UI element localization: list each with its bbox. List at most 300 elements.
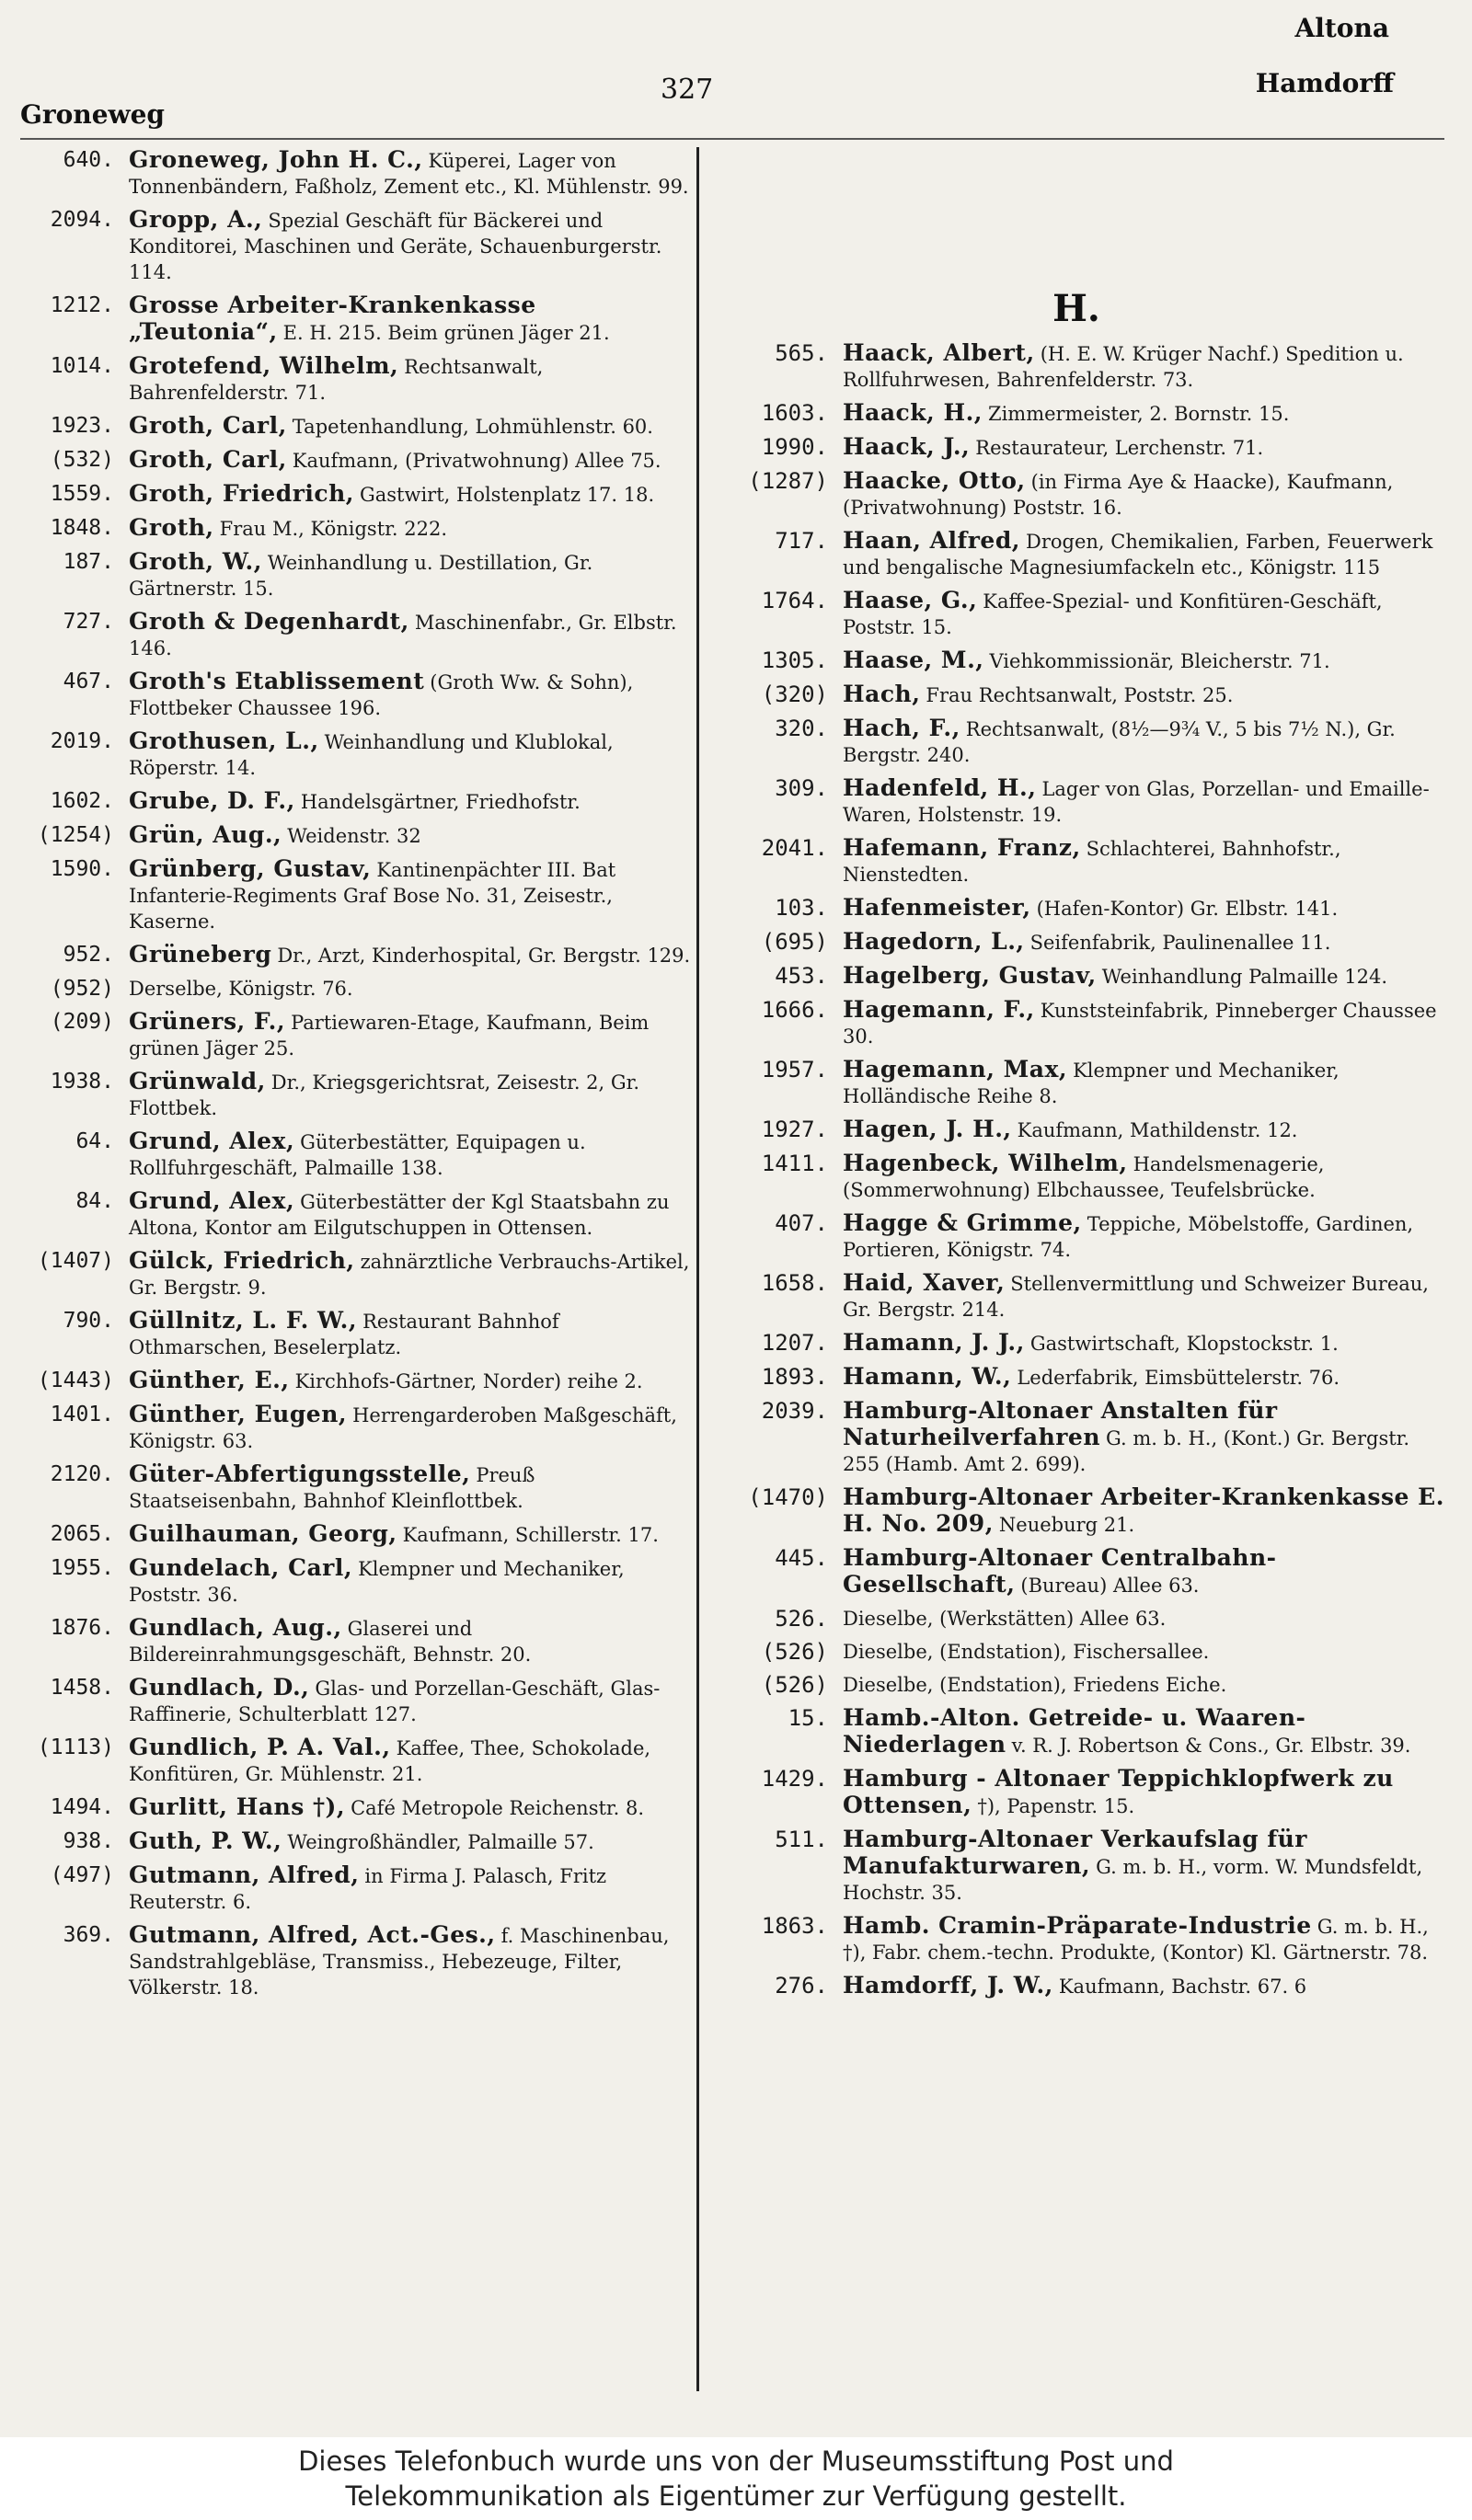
- column-divider: [696, 147, 699, 2391]
- subscriber-name: Groth, Friedrich,: [129, 480, 354, 507]
- subscriber-name: Hamann, J. J.,: [843, 1329, 1025, 1356]
- entry-body: [839, 1330, 1444, 1357]
- directory-entry: [708, 340, 1444, 393]
- subscriber-details: Preuß Staatseisenbahn, Bahnhof Kleinflottbek.: [129, 1464, 535, 1512]
- subscriber-name: Haase, M.,: [843, 647, 984, 673]
- subscriber-name: Guth, P. W.,: [129, 1827, 282, 1854]
- phone-number: (1254): [37, 823, 114, 847]
- subscriber-details: Weinhandlung und Klublokal, Röperstr. 14.: [129, 731, 614, 779]
- subscriber-name: Gundlich, P. A. Val.,: [129, 1734, 391, 1760]
- subscriber-details: Dr., Kriegsgerichtsrat, Zeisestr. 2, Gr. Flottbek.: [129, 1071, 640, 1119]
- directory-entry: [708, 1913, 1444, 1965]
- phone-number: 1990.: [761, 434, 828, 460]
- subscriber-name: Haid, Xaver,: [843, 1269, 1006, 1296]
- directory-entry: [708, 1606, 1444, 1632]
- phone-number: (695): [761, 929, 828, 955]
- phone-number: 1401.: [50, 1403, 114, 1426]
- directory-entry: [13, 147, 694, 200]
- directory-entry: [13, 1794, 694, 1821]
- subscriber-details: Neueburg 21.: [998, 1514, 1135, 1536]
- directory-entry: [13, 942, 694, 968]
- subscriber-details: G. m. b. H., †), Fabr. chem.-techn. Produkte, (Kontor) Kl. Gärtnerstr. 78.: [843, 1916, 1429, 1964]
- directory-entry: [708, 1151, 1444, 1203]
- directory-entry: [13, 1675, 694, 1727]
- subscriber-name: Hamburg-Altonaer Anstalten für Naturheilverfahren: [843, 1397, 1278, 1450]
- phone-number: 1957.: [761, 1057, 828, 1082]
- subscriber-name: Groth, Carl,: [129, 412, 287, 439]
- entry-body: [839, 835, 1444, 888]
- subscriber-name: Groth, Carl,: [129, 446, 287, 473]
- subscriber-details: Frau M., Königstr. 222.: [219, 518, 447, 540]
- directory-entry: [708, 647, 1444, 674]
- entry-body: [839, 716, 1444, 768]
- subscriber-name: Hagen, J. H.,: [843, 1116, 1012, 1142]
- subscriber-details: Glas- und Porzellan-Geschäft, Glas-Raffinerie, Schulterblatt 127.: [129, 1678, 661, 1725]
- phone-number: (497): [50, 1863, 114, 1887]
- entry-body: [839, 775, 1444, 828]
- entry-body: [839, 1151, 1444, 1203]
- subscriber-details: Klempner und Mechaniker, Poststr. 36.: [129, 1558, 625, 1606]
- entry-body: [839, 1639, 1444, 1665]
- subscriber-details: Seifenfabrik, Paulinenallee 11.: [1029, 932, 1331, 954]
- phone-number: (1287): [748, 468, 828, 494]
- directory-entry: [708, 1639, 1444, 1665]
- directory-entry: [13, 1308, 694, 1360]
- right-column: [708, 147, 1444, 2007]
- subscriber-name: Güter-Abfertigungsstelle,: [129, 1460, 471, 1487]
- subscriber-name: Gurlitt, Hans †),: [129, 1793, 346, 1820]
- entry-body: [125, 447, 694, 474]
- subscriber-name: Hamb.-Alton. Getreide- u. Waaren-Niederlagen: [843, 1704, 1306, 1758]
- phone-number: 565.: [775, 340, 828, 366]
- entry-body: [125, 1402, 694, 1454]
- subscriber-name: Hagedorn, L.,: [843, 928, 1025, 955]
- subscriber-details: Café Metropole Reichenstr. 8.: [351, 1797, 645, 1819]
- entry-body: [839, 1545, 1444, 1598]
- directory-entry: [13, 728, 694, 781]
- footer-notice: [0, 2437, 1472, 2520]
- subscriber-details: G. m. b. H., vorm. W. Mundsfeldt, Hochstr. 35.: [843, 1856, 1423, 1904]
- entry-body: [839, 1117, 1444, 1143]
- entry-body: [839, 895, 1444, 922]
- subscriber-details: Rechtsanwalt, Bahrenfelderstr. 71.: [129, 356, 544, 404]
- subscriber-name: Groth & Degenhardt,: [129, 608, 409, 635]
- subscriber-name: Güllnitz, L. F. W.,: [129, 1307, 358, 1334]
- directory-entry: [708, 1766, 1444, 1819]
- entry-body: [839, 647, 1444, 674]
- subscriber-details: in Firma J. Palasch, Fritz Reuterstr. 6.: [129, 1865, 607, 1913]
- directory-entry: [13, 1368, 694, 1394]
- subscriber-name: Hamdorff, J. W.,: [843, 1972, 1053, 1999]
- directory-entry: [13, 1922, 694, 2000]
- phone-number: 1863.: [761, 1913, 828, 1939]
- subscriber-name: Grothusen, L.,: [129, 727, 319, 754]
- directory-entry: [13, 1521, 694, 1548]
- subscriber-details: Tapetenhandlung, Lohmühlenstr. 60.: [292, 416, 653, 438]
- subscriber-details: Handelsmenagerie, (Sommerwohnung) Elbchaussee, Teufelsbrücke.: [843, 1153, 1325, 1201]
- phone-number: (1113): [37, 1735, 114, 1759]
- entry-body: [839, 434, 1444, 461]
- entry-body: [125, 515, 694, 542]
- entry-body: [839, 682, 1444, 708]
- entry-body: [839, 963, 1444, 990]
- subscriber-name: Hagemann, F.,: [843, 996, 1035, 1023]
- directory-entry: [708, 1270, 1444, 1323]
- entry-body: [125, 1308, 694, 1360]
- directory-entry: [708, 1398, 1444, 1477]
- entry-body: [125, 1555, 694, 1608]
- phone-number: 1559.: [50, 482, 114, 506]
- directory-entry: [13, 788, 694, 815]
- phone-number: (526): [761, 1639, 828, 1665]
- subscriber-name: Hamburg-Altonaer Arbeiter-Krankenkasse E. H. No. 209,: [843, 1483, 1444, 1537]
- phone-number: 1305.: [761, 647, 828, 673]
- entry-body: [125, 1922, 694, 2000]
- subscriber-details: v. R. J. Robertson & Cons., Gr. Elbstr. 39.: [1011, 1735, 1411, 1757]
- directory-entry: [13, 549, 694, 601]
- subscriber-details: Dr., Arzt, Kinderhospital, Gr. Bergstr. 129.: [277, 945, 691, 967]
- subscriber-details: Kantinenpächter III. Bat Infanterie-Regiments Graf Bose No. 31, Zeisestr., Kaserne.: [129, 859, 616, 933]
- subscriber-name: Hagelberg, Gustav,: [843, 962, 1097, 989]
- phone-number: 790.: [63, 1309, 114, 1333]
- directory-entry: [13, 1248, 694, 1300]
- entry-body: [839, 400, 1444, 427]
- entry-body: [839, 1913, 1444, 1965]
- phone-number: 1955.: [50, 1556, 114, 1580]
- phone-number: 1923.: [50, 414, 114, 438]
- entry-body: [839, 1973, 1444, 1999]
- entry-body: [125, 942, 694, 968]
- entry-body: [125, 856, 694, 934]
- directory-entry: [708, 1672, 1444, 1698]
- entry-body: [125, 976, 694, 1002]
- phone-number: (209): [50, 1010, 114, 1034]
- subscriber-name: Hamburg-Altonaer Centralbahn-Gesellschaft,: [843, 1544, 1277, 1598]
- subscriber-details: Kirchhofs-Gärtner, Norder) reihe 2.: [294, 1370, 643, 1392]
- phone-number: 1014.: [50, 354, 114, 378]
- subscriber-details: Maschinenfabr., Gr. Elbstr. 146.: [129, 612, 677, 659]
- subscriber-name: Hamburg-Altonaer Verkaufslag für Manufakturwaren,: [843, 1826, 1307, 1879]
- entry-body: [125, 1248, 694, 1300]
- subscriber-name: Grün, Aug.,: [129, 821, 282, 848]
- directory-entry: [13, 976, 694, 1002]
- directory-entry: [13, 1555, 694, 1608]
- phone-number: 445.: [775, 1545, 828, 1571]
- phone-number: 1602.: [50, 789, 114, 813]
- subscriber-name: Grube, D. F.,: [129, 787, 295, 814]
- phone-number: 64.: [75, 1129, 114, 1153]
- directory-entry: [13, 1128, 694, 1181]
- entry-body: [839, 588, 1444, 640]
- subscriber-details: Dieselbe, (Endstation), Friedens Eiche.: [843, 1674, 1227, 1696]
- directory-entry: [708, 1973, 1444, 1999]
- phone-number: 1848.: [50, 516, 114, 540]
- entry-body: [839, 1672, 1444, 1698]
- subscriber-name: Groth, W.,: [129, 548, 262, 575]
- directory-entry: [708, 775, 1444, 828]
- phone-number: 1494.: [50, 1795, 114, 1819]
- directory-entry: [13, 1069, 694, 1121]
- entry-body: [125, 1675, 694, 1727]
- subscriber-name: Gundlach, Aug.,: [129, 1614, 342, 1641]
- phone-number: 467.: [63, 670, 114, 693]
- subscriber-details: (Groth Ww. & Sohn), Flottbeker Chaussee 196.: [129, 671, 634, 719]
- directory-entry: [13, 822, 694, 849]
- phone-number: 1658.: [761, 1270, 828, 1296]
- subscriber-name: Haack, H.,: [843, 399, 983, 426]
- page-number: 327: [661, 74, 714, 106]
- directory-entry: [13, 207, 694, 285]
- directory-entry: [708, 1545, 1444, 1598]
- phone-number: 1927.: [761, 1117, 828, 1142]
- phone-number: 2120.: [50, 1462, 114, 1486]
- directory-entry: [13, 1402, 694, 1454]
- subscriber-details: Weidenstr. 32: [287, 825, 421, 847]
- entry-body: [839, 1398, 1444, 1477]
- subscriber-details: Dieselbe, (Endstation), Fischersallee.: [843, 1641, 1210, 1663]
- entry-body: [125, 292, 694, 346]
- subscriber-details: Güterbestätter, Equipagen u. Rollfuhrgeschäft, Palmaille 138.: [129, 1131, 586, 1179]
- directory-entry: [13, 353, 694, 406]
- directory-entry: [13, 1188, 694, 1241]
- directory-entry: [13, 1615, 694, 1667]
- entry-body: [839, 1705, 1444, 1758]
- entry-body: [125, 1828, 694, 1855]
- entry-body: [125, 481, 694, 508]
- directory-entry: [13, 481, 694, 508]
- directory-entry: [708, 1705, 1444, 1758]
- subscriber-details: Lederfabrik, Eimsbüttelerstr. 76.: [1017, 1367, 1340, 1389]
- subscriber-name: Groth,: [129, 514, 214, 541]
- phone-number: 1590.: [50, 857, 114, 881]
- subscriber-name: Hagge & Grimme,: [843, 1209, 1082, 1236]
- subscriber-name: Haack, Albert,: [843, 339, 1035, 366]
- subscriber-details: Herrengarderoben Maßgeschäft, Königstr. 63.: [129, 1404, 677, 1452]
- subscriber-details: Kaufmann, (Privatwohnung) Allee 75.: [292, 450, 661, 472]
- directory-entry: [708, 1210, 1444, 1263]
- phone-number: (532): [50, 448, 114, 472]
- entry-body: [839, 1827, 1444, 1906]
- entry-body: [839, 1270, 1444, 1323]
- subscriber-name: Hafemann, Franz,: [843, 834, 1081, 861]
- entry-body: [839, 468, 1444, 521]
- footer-line-2: Telekommunikation als Eigentümer zur Verfügung gestellt.: [345, 2480, 1127, 2512]
- running-head-right: Hamdorff: [1255, 68, 1394, 98]
- phone-number: 2094.: [50, 208, 114, 232]
- subscriber-details: Stellenvermittlung und Schweizer Bureau, Gr. Bergstr. 214.: [843, 1273, 1429, 1321]
- subscriber-name: Grünberg, Gustav,: [129, 855, 372, 882]
- subscriber-details: Partiewaren-Etage, Kaufmann, Beim grünen Jäger 25.: [129, 1012, 650, 1060]
- directory-entry: [708, 1364, 1444, 1391]
- subscriber-name: Groneweg, John H. C.,: [129, 146, 423, 173]
- phone-number: 727.: [63, 610, 114, 634]
- directory-entry: [13, 1735, 694, 1787]
- phone-number: 1212.: [50, 293, 114, 317]
- directory-entry: [708, 716, 1444, 768]
- subscriber-details: G. m. b. H., (Kont.) Gr. Bergstr. 255 (Hamb. Amt 2. 699).: [843, 1427, 1410, 1475]
- directory-entry: [13, 609, 694, 661]
- header-rule: [20, 138, 1444, 140]
- phone-number: 84.: [75, 1189, 114, 1213]
- phone-number: 2019.: [50, 729, 114, 753]
- directory-entry: [708, 1057, 1444, 1109]
- subscriber-details: Drogen, Chemikalien, Farben, Feuerwerk und bengalische Magnesiumfackeln etc., Königstr. 115: [843, 531, 1433, 578]
- directory-entry: [13, 1828, 694, 1855]
- entry-body: [125, 1461, 694, 1514]
- subscriber-name: Grüneberg: [129, 941, 272, 968]
- directory-entry: [708, 1117, 1444, 1143]
- subscriber-details: Klempner und Mechaniker, Holländische Reihe 8.: [843, 1060, 1340, 1107]
- entry-body: [125, 1794, 694, 1821]
- subscriber-details: Güterbestätter der Kgl Staatsbahn zu Altona, Kontor am Eilgutschuppen in Ottensen.: [129, 1191, 670, 1239]
- phone-number: 309.: [775, 775, 828, 801]
- directory-entry: [13, 447, 694, 474]
- phone-number: 1458.: [50, 1676, 114, 1700]
- left-column: [13, 147, 694, 2008]
- subscriber-name: Hagenbeck, Wilhelm,: [843, 1150, 1128, 1176]
- subscriber-details: Zimmermeister, 2. Bornstr. 15.: [988, 403, 1290, 425]
- entry-body: [125, 609, 694, 661]
- entry-body: [125, 353, 694, 406]
- entry-body: [125, 1128, 694, 1181]
- directory-entry: [708, 468, 1444, 521]
- entry-body: [125, 413, 694, 440]
- phone-number: (952): [50, 977, 114, 1001]
- phone-number: 717.: [775, 528, 828, 554]
- subscriber-name: Haacke, Otto,: [843, 467, 1026, 494]
- directory-entry: [708, 434, 1444, 461]
- phone-number: 15.: [788, 1705, 828, 1731]
- subscriber-details: Weingroßhändler, Palmaille 57.: [287, 1831, 594, 1853]
- subscriber-details: Frau Rechtsanwalt, Poststr. 25.: [926, 684, 1234, 706]
- directory-entry: [13, 515, 694, 542]
- subscriber-details: Weinhandlung u. Destillation, Gr. Gärtnerstr. 15.: [129, 552, 593, 600]
- entry-body: [125, 1069, 694, 1121]
- subscriber-name: Hagemann, Max,: [843, 1056, 1068, 1082]
- subscriber-details: †), Papenstr. 15.: [977, 1795, 1135, 1817]
- subscriber-details: Kaffee, Thee, Schokolade, Konfitüren, Gr. Mühlenstr. 21.: [129, 1737, 651, 1785]
- directory-entry: [708, 997, 1444, 1049]
- entry-body: [839, 340, 1444, 393]
- subscriber-name: Gülck, Friedrich,: [129, 1247, 355, 1274]
- entry-body: [125, 1862, 694, 1915]
- phone-number: 2065.: [50, 1522, 114, 1546]
- entry-body: [125, 728, 694, 781]
- phone-number: 1429.: [761, 1766, 828, 1792]
- phone-number: 511.: [775, 1827, 828, 1852]
- subscriber-details: Gastwirtschaft, Klopstockstr. 1.: [1029, 1333, 1339, 1355]
- phone-number: 1207.: [761, 1330, 828, 1356]
- subscriber-name: Groth's Etablissement: [129, 668, 425, 694]
- phone-number: 1411.: [761, 1151, 828, 1176]
- subscriber-name: Grotefend, Wilhelm,: [129, 352, 399, 379]
- subscriber-name: Günther, E.,: [129, 1367, 290, 1393]
- subscriber-details: Handelsgärtner, Friedhofstr.: [300, 791, 581, 813]
- phone-number: 938.: [63, 1829, 114, 1853]
- subscriber-details: Teppiche, Möbelstoffe, Gardinen, Portieren, Königstr. 74.: [843, 1213, 1414, 1261]
- directory-entry: [708, 400, 1444, 427]
- subscriber-name: Grünwald,: [129, 1068, 266, 1094]
- entry-body: [125, 1188, 694, 1241]
- subscriber-name: Hach,: [843, 681, 921, 707]
- phone-number: 1876.: [50, 1616, 114, 1640]
- subscriber-details: (Hafen-Kontor) Gr. Elbstr. 141.: [1036, 898, 1339, 920]
- subscriber-name: Hafenmeister,: [843, 894, 1031, 921]
- entry-body: [839, 1606, 1444, 1632]
- subscriber-name: Gundelach, Carl,: [129, 1554, 353, 1581]
- directory-entry: [13, 1461, 694, 1514]
- directory-entry: [708, 682, 1444, 708]
- phone-number: 1764.: [761, 588, 828, 613]
- entry-body: [125, 669, 694, 721]
- phone-number: 2039.: [761, 1398, 828, 1424]
- subscriber-name: Gundlach, D.,: [129, 1674, 310, 1701]
- phone-number: 1938.: [50, 1070, 114, 1094]
- entry-body: [839, 1484, 1444, 1538]
- phone-number: 369.: [63, 1923, 114, 1947]
- entry-body: [125, 147, 694, 200]
- subscriber-name: Haase, G.,: [843, 587, 978, 613]
- footer-line-1: Dieses Telefonbuch wurde uns von der Museumsstiftung Post und: [298, 2446, 1174, 2477]
- entry-body: [125, 1368, 694, 1394]
- subscriber-details: Dieselbe, (Werkstätten) Allee 63.: [843, 1608, 1167, 1630]
- subscriber-details: Restaurant Bahnhof Othmarschen, Beselerplatz.: [129, 1311, 559, 1358]
- phone-number: 187.: [63, 550, 114, 574]
- subscriber-name: Hamann, W.,: [843, 1363, 1012, 1390]
- phone-number: (1443): [37, 1369, 114, 1392]
- subscriber-details: E. H. 215. Beim grünen Jäger 21.: [282, 322, 610, 344]
- subscriber-name: Günther, Eugen,: [129, 1401, 348, 1427]
- subscriber-details: Weinhandlung Palmaille 124.: [1101, 966, 1387, 988]
- running-head-left: Groneweg: [20, 99, 166, 130]
- phone-number: 640.: [63, 148, 114, 172]
- subscriber-details: (H. E. W. Krüger Nachf.) Spedition u. Rollfuhrwesen, Bahrenfelderstr. 73.: [843, 343, 1404, 391]
- subscriber-name: Hadenfeld, H.,: [843, 774, 1037, 801]
- entry-body: [125, 1009, 694, 1061]
- phone-number: 320.: [775, 716, 828, 741]
- entry-body: [839, 1057, 1444, 1109]
- subscriber-details: Kunststeinfabrik, Pinneberger Chaussee 30.: [843, 1000, 1437, 1048]
- phone-number: 526.: [775, 1606, 828, 1632]
- subscriber-details: Kaufmann, Bachstr. 67. 6: [1058, 1976, 1307, 1998]
- entry-body: [839, 1364, 1444, 1391]
- subscriber-name: Gropp, A.,: [129, 206, 263, 233]
- subscriber-details: Kaufmann, Schillerstr. 17.: [402, 1524, 659, 1546]
- phone-number: 1893.: [761, 1364, 828, 1390]
- subscriber-details: zahnärztliche Verbrauchs-Artikel, Gr. Bergstr. 9.: [129, 1251, 690, 1299]
- subscriber-name: Hamb. Cramin-Präparate-Industrie: [843, 1912, 1312, 1939]
- subscriber-name: Haack, J.,: [843, 433, 971, 460]
- directory-entry: [708, 588, 1444, 640]
- subscriber-details: Schlachterei, Bahnhofstr., Nienstedten.: [843, 838, 1341, 886]
- subscriber-details: Restaurateur, Lerchenstr. 71.: [975, 437, 1264, 459]
- entry-body: [839, 929, 1444, 956]
- subscriber-name: Haan, Alfred,: [843, 527, 1021, 554]
- directory-entry: [708, 963, 1444, 990]
- running-head-city: Altona: [1294, 13, 1389, 43]
- subscriber-details: Glaserei und Bildereinrahmungsgeschäft, Behnstr. 20.: [129, 1618, 532, 1666]
- directory-entry: [13, 413, 694, 440]
- entry-body: [125, 207, 694, 285]
- subscriber-details: Kaffee-Spezial- und Konfitüren-Geschäft, Poststr. 15.: [843, 590, 1383, 638]
- directory-entry: [708, 835, 1444, 888]
- directory-entry: [13, 292, 694, 346]
- phone-number: 952.: [63, 943, 114, 967]
- entry-body: [125, 1735, 694, 1787]
- directory-entry: [13, 1009, 694, 1061]
- section-heading: H.: [1052, 287, 1100, 330]
- phone-number: (1407): [37, 1249, 114, 1273]
